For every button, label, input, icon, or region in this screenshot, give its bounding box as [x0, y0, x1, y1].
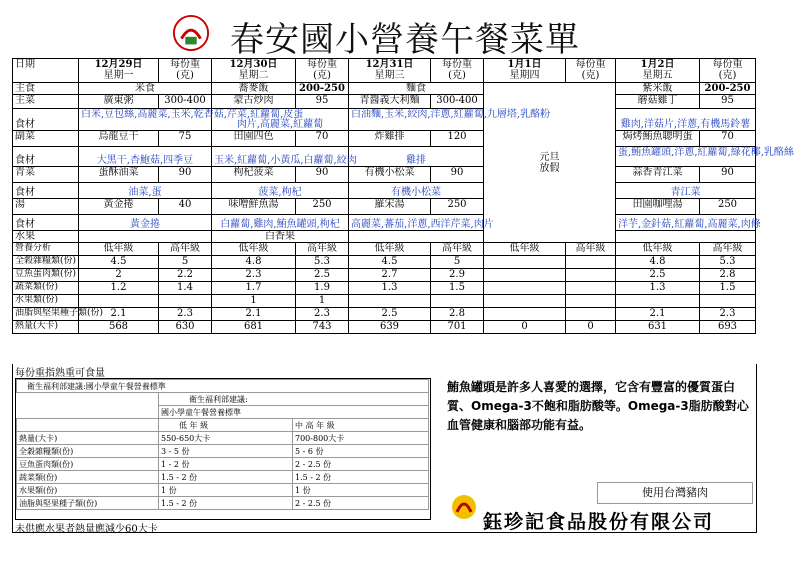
- soup-day1-ing: 黃金捲: [79, 215, 212, 231]
- staple-day5: 紫米飯: [616, 83, 700, 95]
- nutrition-value: 1.3: [349, 282, 431, 295]
- bottom-section: [12, 364, 757, 533]
- side-day2-weight: 70: [296, 131, 349, 147]
- standard-mid: 5 - 6 份: [293, 445, 429, 458]
- weight-4-header: 每份重 (克): [566, 59, 616, 83]
- standard-row: [17, 484, 429, 497]
- col-low: 低 年 級: [159, 419, 293, 432]
- nutrition-value: 2.5: [616, 269, 700, 282]
- nutrition-value: 2.3: [212, 269, 296, 282]
- nutrition-value: 5: [159, 256, 212, 269]
- main-day2: 蒙古炒肉: [212, 95, 296, 109]
- nutrition-value: 2.7: [349, 269, 431, 282]
- soup-day2-ing: 白蘿蔔,雞肉,鮪魚罐頭,枸杞: [212, 215, 349, 231]
- nutrition-value: 2.2: [159, 269, 212, 282]
- standard-key: 油脂與堅果種子類(份): [17, 497, 159, 510]
- veg-day5-weight: 90: [700, 167, 756, 183]
- nutrition-value: [566, 269, 616, 282]
- standard-table: [16, 379, 429, 510]
- main-day1-weight: 300-400: [159, 95, 212, 109]
- veg-day2-weight: 90: [296, 167, 349, 183]
- menu-page: [12, 8, 794, 535]
- nutrition-row: [13, 308, 756, 321]
- nutrition-value: [484, 282, 566, 295]
- soup-day5-ing: 洋芋,金針菇,紅蘿蔔,高麗菜,肉條: [616, 215, 756, 231]
- nutrition-value: 4.5: [79, 256, 159, 269]
- standard-key: 水果類(份): [17, 484, 159, 497]
- standard-key: 蔬菜類(份): [17, 471, 159, 484]
- nutrition-value: 681: [212, 321, 296, 334]
- main-label: 主菜: [13, 95, 79, 109]
- day-4-header: 1月1日 星期四: [484, 59, 566, 83]
- standard-box: [15, 378, 431, 520]
- nutrition-value: 0: [566, 321, 616, 334]
- main-day3: 青醬義大利麵: [349, 95, 431, 109]
- side-day3-weight: 120: [431, 131, 484, 147]
- main-ing-row: [13, 109, 756, 131]
- school-logo-icon: [172, 14, 210, 52]
- nutrition-value: 2.1: [212, 308, 296, 321]
- nutrition-value: 1: [212, 295, 296, 308]
- nutrition-value: 2.5: [349, 308, 431, 321]
- veg-ing-label: 食材: [13, 183, 79, 199]
- nutrition-value: [566, 282, 616, 295]
- standard-key: 熱量(大卡): [17, 432, 159, 445]
- veg-day3-ing: 有機小松菜: [349, 183, 484, 199]
- page-title: 春安國小營養午餐菜單: [230, 20, 580, 60]
- nut-mid-4: 高年級: [566, 243, 616, 256]
- nutrition-row-label: 水果類(份): [13, 295, 79, 308]
- header-row: [13, 59, 756, 83]
- soup-ing-row: [13, 215, 756, 231]
- nutrition-value: 2.3: [296, 308, 349, 321]
- soup-day2: 味噌鮮魚湯: [212, 199, 296, 215]
- nutrition-value: 630: [159, 321, 212, 334]
- nutrition-value: 2.9: [431, 269, 484, 282]
- nut-low-4: 低年級: [484, 243, 566, 256]
- nutrition-value: 1: [296, 295, 349, 308]
- nutrition-value: 639: [349, 321, 431, 334]
- day-1-header: 12月29日 星期一: [79, 59, 159, 83]
- main-day2-ing: 肉片,高麗菜,紅蘿蔔: [212, 109, 349, 131]
- nutrition-value: [159, 295, 212, 308]
- nutrition-value: 2.1: [79, 308, 159, 321]
- standard-row: [17, 445, 429, 458]
- nut-mid-5: 高年級: [700, 243, 756, 256]
- nutrition-value: 693: [700, 321, 756, 334]
- standard-key: 豆魚蛋肉類(份): [17, 458, 159, 471]
- nut-mid-1: 高年級: [159, 243, 212, 256]
- nutrition-row-label: 豆魚蛋肉類(份): [13, 269, 79, 282]
- nutrition-value: 4.8: [616, 256, 700, 269]
- main-day5-weight: 95: [700, 95, 756, 109]
- soup-label: 湯: [13, 199, 79, 215]
- col-mid: 中 高 年 級: [293, 419, 429, 432]
- veg-label: 青菜: [13, 167, 79, 183]
- nutrition-row-label: 油脂與堅果種子類(份): [13, 308, 79, 321]
- soup-day5-weight: 250: [700, 199, 756, 215]
- title-row: [12, 8, 755, 58]
- weight-1-header: 每份重 (克): [159, 59, 212, 83]
- pork-badge: 使用台灣豬肉: [597, 482, 753, 504]
- main-day1-ing: 白米,豆包絲,高麗菜,玉米,乾香菇,芹菜,紅蘿蔔,皮蛋: [79, 109, 212, 131]
- holiday-cell: [484, 83, 616, 243]
- nutrition-row: [13, 282, 756, 295]
- main-day5: 蘑菇雞丁: [616, 95, 700, 109]
- side-day3-ing: 雞排: [349, 147, 484, 167]
- nut-low-3: 低年級: [349, 243, 431, 256]
- nutrition-value: 1.7: [212, 282, 296, 295]
- veg-ing-row: [13, 183, 756, 199]
- nutrition-row: [13, 256, 756, 269]
- weight-5-header: 每份重 (克): [700, 59, 756, 83]
- nutrition-value: 1.4: [159, 282, 212, 295]
- standard-low: 1.5 - 2 份: [159, 471, 293, 484]
- fruit-day3: [349, 231, 484, 243]
- nut-low-1: 低年級: [79, 243, 159, 256]
- soup-ing-label: 食材: [13, 215, 79, 231]
- fish-info: 鮪魚罐頭是許多人喜愛的選擇，它含有豐富的優質蛋白質、Omega-3不飽和脂肪酸等。Omega-3脂肪酸對心血管健康和腦部功能有益。: [447, 380, 749, 432]
- side-day5-weight: 70: [700, 131, 756, 147]
- side-day1: 烏龍豆干: [79, 131, 159, 147]
- nutrition-value: 2.8: [431, 308, 484, 321]
- staple-day2: 蕎麥飯: [212, 83, 296, 95]
- standard-low: 3 - 5 份: [159, 445, 293, 458]
- staple-day3: 麵食: [349, 83, 484, 95]
- standard-sub1: 衛生福利部建議:: [159, 393, 429, 406]
- nutrition-value: 1.3: [616, 282, 700, 295]
- nutrition-row: [13, 295, 756, 308]
- side-day2-ing: 玉米,紅蘿蔔,小黃瓜,白蘿蔔,絞肉: [212, 147, 349, 167]
- nutrition-label: 營養分析: [13, 243, 79, 256]
- veg-day1-weight: 90: [159, 167, 212, 183]
- nutrition-value: 631: [616, 321, 700, 334]
- standard-row: [17, 471, 429, 484]
- main-ing-label: 食材: [13, 109, 79, 131]
- side-day3: 炸雞排: [349, 131, 431, 147]
- soup-day1: 黃金捲: [79, 199, 159, 215]
- veg-day2: 枸杞菠菜: [212, 167, 296, 183]
- staple-day5-weight: 200-250: [700, 83, 756, 95]
- nutrition-value: 2.1: [616, 308, 700, 321]
- nutrition-value: [79, 295, 159, 308]
- day-2-header: 12月30日 星期二: [212, 59, 296, 83]
- nutrition-body: [13, 256, 756, 334]
- nutrition-row-label: 蔬菜類(份): [13, 282, 79, 295]
- standard-row: [17, 458, 429, 471]
- serving-note: 每份重指熟重可食量: [15, 368, 105, 379]
- soup-day3: 羅宋湯: [349, 199, 431, 215]
- main-day1: 廣東粥: [79, 95, 159, 109]
- nutrition-value: [566, 308, 616, 321]
- nutrition-value: 743: [296, 321, 349, 334]
- nutrition-value: 0: [484, 321, 566, 334]
- nutrition-row: [13, 269, 756, 282]
- soup-day3-weight: 250: [431, 199, 484, 215]
- standard-low: 1 份: [159, 484, 293, 497]
- nut-low-2: 低年級: [212, 243, 296, 256]
- nutrition-value: 2: [79, 269, 159, 282]
- soup-row: [13, 199, 756, 215]
- standard-low: 1.5 - 2 份: [159, 497, 293, 510]
- standard-mid: 700-800大卡: [293, 432, 429, 445]
- nutrition-value: 2.3: [159, 308, 212, 321]
- nutrition-value: [484, 295, 566, 308]
- nutrition-value: 1.9: [296, 282, 349, 295]
- soup-day1-weight: 40: [159, 199, 212, 215]
- side-label: 副菜: [13, 131, 79, 147]
- nut-mid-3: 高年級: [431, 243, 484, 256]
- nutrition-value: 1.5: [431, 282, 484, 295]
- nutrition-row-label: 熱量(大卡): [13, 321, 79, 334]
- standard-row: [17, 432, 429, 445]
- standard-mid: 2 - 2.5 份: [293, 497, 429, 510]
- nutrition-value: [566, 256, 616, 269]
- day-5-header: 1月2日 星期五: [616, 59, 700, 83]
- nutrition-value: 701: [431, 321, 484, 334]
- standard-body: [17, 432, 429, 510]
- holiday-text: 元旦放假: [539, 151, 560, 174]
- side-day1-ing: 大黑干,杏鮑菇,四季豆: [79, 147, 212, 167]
- main-day5-ing: 雞肉,洋菇片,洋蔥,有機馬鈴薯: [616, 109, 756, 131]
- company-logo-icon: [449, 492, 479, 522]
- weight-2-header: 每份重 (克): [296, 59, 349, 83]
- nutrition-row: [13, 321, 756, 334]
- main-day2-weight: 95: [296, 95, 349, 109]
- nutrition-value: [484, 308, 566, 321]
- side-ing-label: 食材: [13, 147, 79, 167]
- standard-low: 550-650大卡: [159, 432, 293, 445]
- nutrition-value: 2.5: [296, 269, 349, 282]
- nutrition-value: 4.8: [212, 256, 296, 269]
- nutrition-value: [484, 256, 566, 269]
- day-3-header: 12月31日 星期三: [349, 59, 431, 83]
- veg-day3: 有機小松菜: [349, 167, 431, 183]
- nutrition-value: [566, 295, 616, 308]
- nutrition-value: 1.5: [700, 282, 756, 295]
- staple-day2-weight: 200-250: [296, 83, 349, 95]
- fruit-row: [13, 231, 756, 243]
- nutrition-value: [484, 269, 566, 282]
- side-day5: 焗烤鮪魚聰明蛋: [616, 131, 700, 147]
- standard-mid: 2 - 2.5 份: [293, 458, 429, 471]
- fruit-day5: [616, 231, 756, 243]
- company-name: 鈺珍記食品股份有限公司: [483, 511, 715, 533]
- main-row: [13, 95, 756, 109]
- nutrition-value: 4.5: [349, 256, 431, 269]
- main-day3-weight: 300-400: [431, 95, 484, 109]
- nutrition-row-label: 全穀雜糧類(份): [13, 256, 79, 269]
- side-row: [13, 131, 756, 147]
- nutrition-value: [700, 295, 756, 308]
- veg-day1: 蛋酥油菜: [79, 167, 159, 183]
- veg-day1-ing: 油菜,蛋: [79, 183, 212, 199]
- fruit-day1: [79, 231, 212, 243]
- nutrition-value: 2.8: [700, 269, 756, 282]
- standard-key: 全穀雜糧類(份): [17, 445, 159, 458]
- nut-mid-2: 高年級: [296, 243, 349, 256]
- standard-sub2: 國小學童午餐營養標準: [159, 406, 429, 419]
- nutrition-value: 5.3: [296, 256, 349, 269]
- veg-day2-ing: 菠菜,枸杞: [212, 183, 349, 199]
- staple-label: 主食: [13, 83, 79, 95]
- staple-row: [13, 83, 756, 95]
- nutrition-value: [431, 295, 484, 308]
- nutrition-value: 5: [431, 256, 484, 269]
- nutrition-header-row: [13, 243, 756, 256]
- nutrition-value: 5.3: [700, 256, 756, 269]
- side-ing-row: [13, 147, 756, 167]
- weight-3-header: 每份重 (克): [431, 59, 484, 83]
- standard-mid: 1.5 - 2 份: [293, 471, 429, 484]
- side-day2: 田園四色: [212, 131, 296, 147]
- standard-mid: 1 份: [293, 484, 429, 497]
- nutrition-value: 568: [79, 321, 159, 334]
- staple-day1: 米食: [79, 83, 212, 95]
- nutrition-value: 1.2: [79, 282, 159, 295]
- veg-day5-ing: 青江菜: [616, 183, 756, 199]
- nut-low-5: 低年級: [616, 243, 700, 256]
- standard-title: 衛生福利部建議:國小學童午餐營養標準: [17, 380, 429, 393]
- standard-low: 1 - 2 份: [159, 458, 293, 471]
- nutrition-value: [616, 295, 700, 308]
- veg-day3-weight: 90: [431, 167, 484, 183]
- standard-row: [17, 497, 429, 510]
- nutrition-value: 2.3: [700, 308, 756, 321]
- soup-day5: 田園咖哩湯: [616, 199, 700, 215]
- date-label: 日期: [13, 59, 79, 83]
- soup-day3-ing: 高麗菜,蕃茄,洋蔥,西洋芹菜,肉片: [349, 215, 484, 231]
- fruit-note: 未供應水果者熱量應減少60大卡: [15, 524, 158, 535]
- veg-row: [13, 167, 756, 183]
- soup-day2-weight: 250: [296, 199, 349, 215]
- side-day5-ing: 蛋,鮪魚罐頭,洋蔥,紅蘿蔔,綠花椰,乳酪絲: [616, 147, 756, 167]
- main-day3-ing: 白油麵,玉米,絞肉,洋蔥,紅蘿蔔,九層塔,乳酪粉: [349, 109, 484, 131]
- fruit-label: 水果: [13, 231, 79, 243]
- fruit-day2: 白香果: [212, 231, 349, 243]
- veg-day5: 蒜香青江菜: [616, 167, 700, 183]
- menu-table: [12, 58, 794, 334]
- nutrition-value: [349, 295, 431, 308]
- side-day1-weight: 75: [159, 131, 212, 147]
